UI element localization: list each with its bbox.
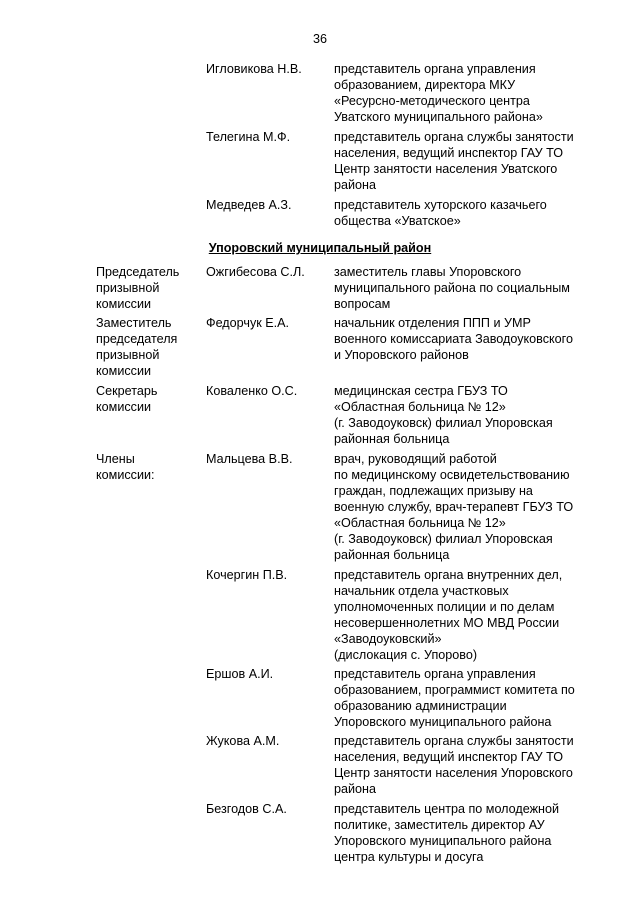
description-line: военного комиссариата Заводоуковского bbox=[334, 332, 574, 346]
member-description bbox=[334, 451, 614, 563]
role-line: комиссии bbox=[96, 400, 152, 414]
description-line: (дислокация с. Упорово) bbox=[334, 648, 478, 662]
description-line: несовершеннолетних МО МВД России bbox=[334, 616, 560, 630]
description-line: граждан, подлежащих призыву на bbox=[334, 484, 533, 498]
description-line: района bbox=[334, 782, 377, 796]
description-line: муниципального района по социальным bbox=[334, 281, 570, 295]
role-line: призывной bbox=[96, 281, 160, 295]
member-name: Игловикова Н.В. bbox=[206, 62, 302, 76]
description-line: населения, ведущий инспектор ГАУ ТО bbox=[334, 750, 563, 764]
description-line: населения, ведущий инспектор ГАУ ТО bbox=[334, 146, 563, 160]
member-description bbox=[334, 383, 614, 447]
description-line: «Заводоуковский» bbox=[334, 632, 442, 646]
description-line: по медицинскому освидетельствованию bbox=[334, 468, 570, 482]
member-name: Мальцева В.В. bbox=[206, 452, 293, 466]
section-title: Упоровский муниципальный район bbox=[208, 241, 432, 255]
member-name: Безгодов С.А. bbox=[206, 802, 287, 816]
description-line: и Упоровского районов bbox=[334, 348, 469, 362]
member-name: Федорчук Е.А. bbox=[206, 316, 290, 330]
description-line: представитель хуторского казачьего bbox=[334, 198, 547, 212]
role-line: призывной bbox=[96, 348, 160, 362]
member-description bbox=[334, 733, 614, 797]
description-line: района bbox=[334, 178, 377, 192]
member-role bbox=[96, 315, 201, 379]
description-line: политике, заместитель директор АУ bbox=[334, 818, 545, 832]
member-description bbox=[334, 61, 614, 125]
description-line: «Областная больница № 12» bbox=[334, 400, 506, 414]
member-description bbox=[334, 264, 614, 312]
member-role bbox=[96, 383, 201, 415]
member-role bbox=[96, 451, 201, 483]
member-description bbox=[334, 197, 614, 229]
role-line: Председатель bbox=[96, 265, 180, 279]
description-line: центра культуры и досуга bbox=[334, 850, 484, 864]
role-line: председателя bbox=[96, 332, 178, 346]
member-name: Ершов А.И. bbox=[206, 667, 274, 681]
role-line: Секретарь bbox=[96, 384, 158, 398]
description-line: образованию администрации bbox=[334, 699, 507, 713]
description-line: представитель органа управления bbox=[334, 667, 536, 681]
description-line: представитель органа службы занятости bbox=[334, 734, 574, 748]
role-line: комиссии bbox=[96, 364, 152, 378]
description-line: начальник отделения ППП и УМР bbox=[334, 316, 531, 330]
member-name: Ожгибесова С.Л. bbox=[206, 265, 305, 279]
description-line: представитель центра по молодежной bbox=[334, 802, 560, 816]
member-description bbox=[334, 567, 614, 663]
role-line: Члены bbox=[96, 452, 135, 466]
description-line: «Областная больница № 12» bbox=[334, 516, 506, 530]
member-name: Телегина М.Ф. bbox=[206, 130, 291, 144]
member-description bbox=[334, 315, 614, 363]
member-name: Медведев А.З. bbox=[206, 198, 292, 212]
member-role bbox=[96, 264, 201, 312]
page-number: 36 bbox=[312, 32, 327, 46]
member-description bbox=[334, 129, 614, 193]
role-line: комиссии: bbox=[96, 468, 155, 482]
description-line: Центр занятости населения Упоровского bbox=[334, 766, 573, 780]
description-line: вопросам bbox=[334, 297, 391, 311]
description-line: заместитель главы Упоровского bbox=[334, 265, 522, 279]
description-line: (г. Заводоуковск) филиал Упоровская bbox=[334, 416, 553, 430]
member-name: Кочергин П.В. bbox=[206, 568, 288, 582]
description-line: Уватского муниципального района» bbox=[334, 110, 543, 124]
description-line: представитель органа управления bbox=[334, 62, 536, 76]
description-line: представитель органа службы занятости bbox=[334, 130, 574, 144]
description-line: «Ресурсно-методического центра bbox=[334, 94, 530, 108]
description-line: медицинская сестра ГБУЗ ТО bbox=[334, 384, 508, 398]
description-line: районная больница bbox=[334, 548, 450, 562]
description-line: Центр занятости населения Уватского bbox=[334, 162, 558, 176]
description-line: уполномоченных полиции и по делам bbox=[334, 600, 555, 614]
member-name: Коваленко О.С. bbox=[206, 384, 298, 398]
description-line: Упоровского муниципального района bbox=[334, 715, 552, 729]
description-line: образованием, программист комитета по bbox=[334, 683, 575, 697]
description-line: военную службу, врач-терапевт ГБУЗ ТО bbox=[334, 500, 574, 514]
description-line: образованием, директора МКУ bbox=[334, 78, 516, 92]
member-description bbox=[334, 666, 614, 730]
description-line: представитель органа внутренних дел, bbox=[334, 568, 563, 582]
description-line: районная больница bbox=[334, 432, 450, 446]
role-line: комиссии bbox=[96, 297, 152, 311]
description-line: общества «Уватское» bbox=[334, 214, 461, 228]
description-line: начальник отдела участковых bbox=[334, 584, 509, 598]
description-line: врач, руководящий работой bbox=[334, 452, 497, 466]
role-line: Заместитель bbox=[96, 316, 172, 330]
description-line: (г. Заводоуковск) филиал Упоровская bbox=[334, 532, 553, 546]
description-line: Упоровского муниципального района bbox=[334, 834, 552, 848]
member-name: Жукова А.М. bbox=[206, 734, 280, 748]
member-description bbox=[334, 801, 614, 865]
